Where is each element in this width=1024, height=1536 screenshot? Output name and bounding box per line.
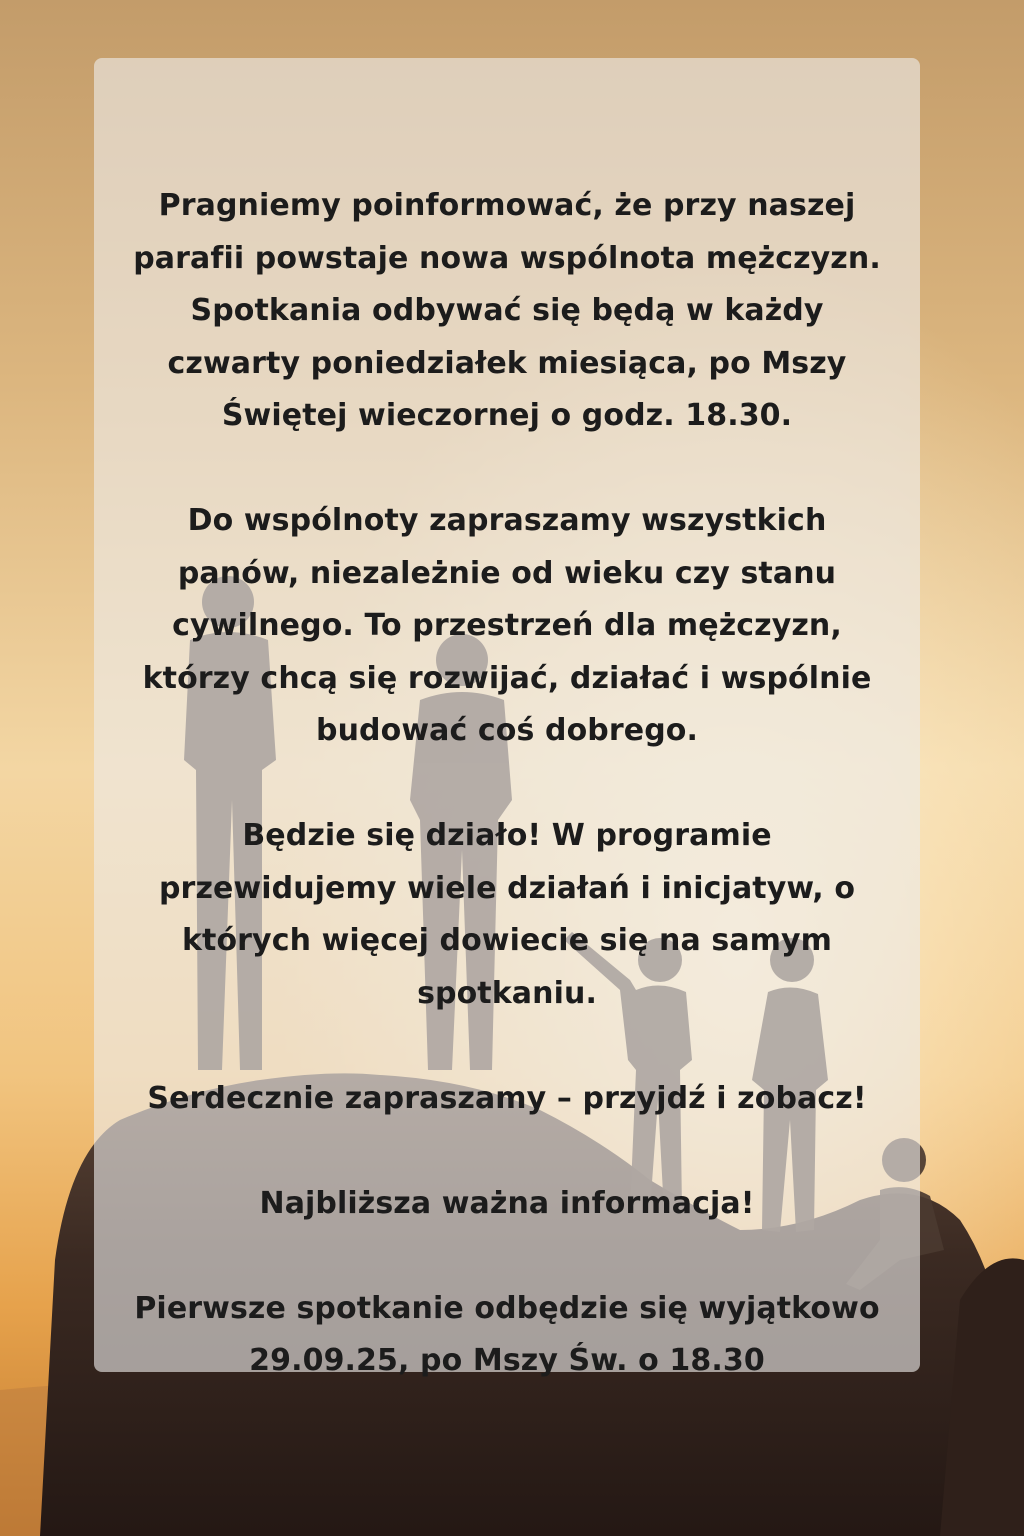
announcement-line: 29.09.25, po Mszy Św. o 18.30: [249, 1343, 765, 1378]
announcement-line: Świętej wieczornej o godz. 18.30.: [221, 398, 793, 433]
announcement-paragraph: [110, 1178, 904, 1231]
announcement-line: przewidujemy wiele działań i inicjatyw, o: [158, 870, 856, 906]
announcement-paragraph: [110, 180, 904, 443]
announcement-paragraph: [110, 810, 904, 1020]
announcement-line: Pragniemy poinformować, że przy naszej: [158, 188, 856, 223]
announcement-line: których więcej dowiecie się na samym: [181, 923, 833, 958]
announcement-line: Spotkania odbywać się będą w każdy: [190, 293, 824, 328]
announcement-line: Najbliższa ważna informacja!: [259, 1185, 755, 1221]
announcement-line: parafii powstaje nowa wspólnota mężczyzn.: [133, 240, 881, 276]
announcement-paragraph: [110, 1283, 904, 1388]
announcement-line: Będzie się działo! W programie: [242, 818, 772, 853]
announcement-line: Serdecznie zapraszamy – przyjdź i zobacz!: [147, 1080, 867, 1116]
announcement-line: którzy chcą się rozwijać, działać i wspólnie: [142, 660, 872, 696]
announcement-line: panów, niezależnie od wieku czy stanu: [177, 555, 837, 591]
announcement-line: Do wspólnoty zapraszamy wszystkich: [187, 503, 827, 538]
announcement-panel: [94, 58, 920, 1378]
announcement-line: spotkaniu.: [417, 975, 597, 1011]
announcement-line: budować coś dobrego.: [316, 713, 698, 748]
announcement-paragraph: [110, 495, 904, 758]
announcement-line: czwarty poniedziałek miesiąca, po Mszy: [167, 345, 847, 381]
announcement-line: cywilnego. To przestrzeń dla mężczyzn,: [172, 608, 842, 643]
announcement-line: Pierwsze spotkanie odbędzie się wyjątkowo: [134, 1290, 880, 1326]
announcement-paragraph: [110, 1073, 904, 1126]
